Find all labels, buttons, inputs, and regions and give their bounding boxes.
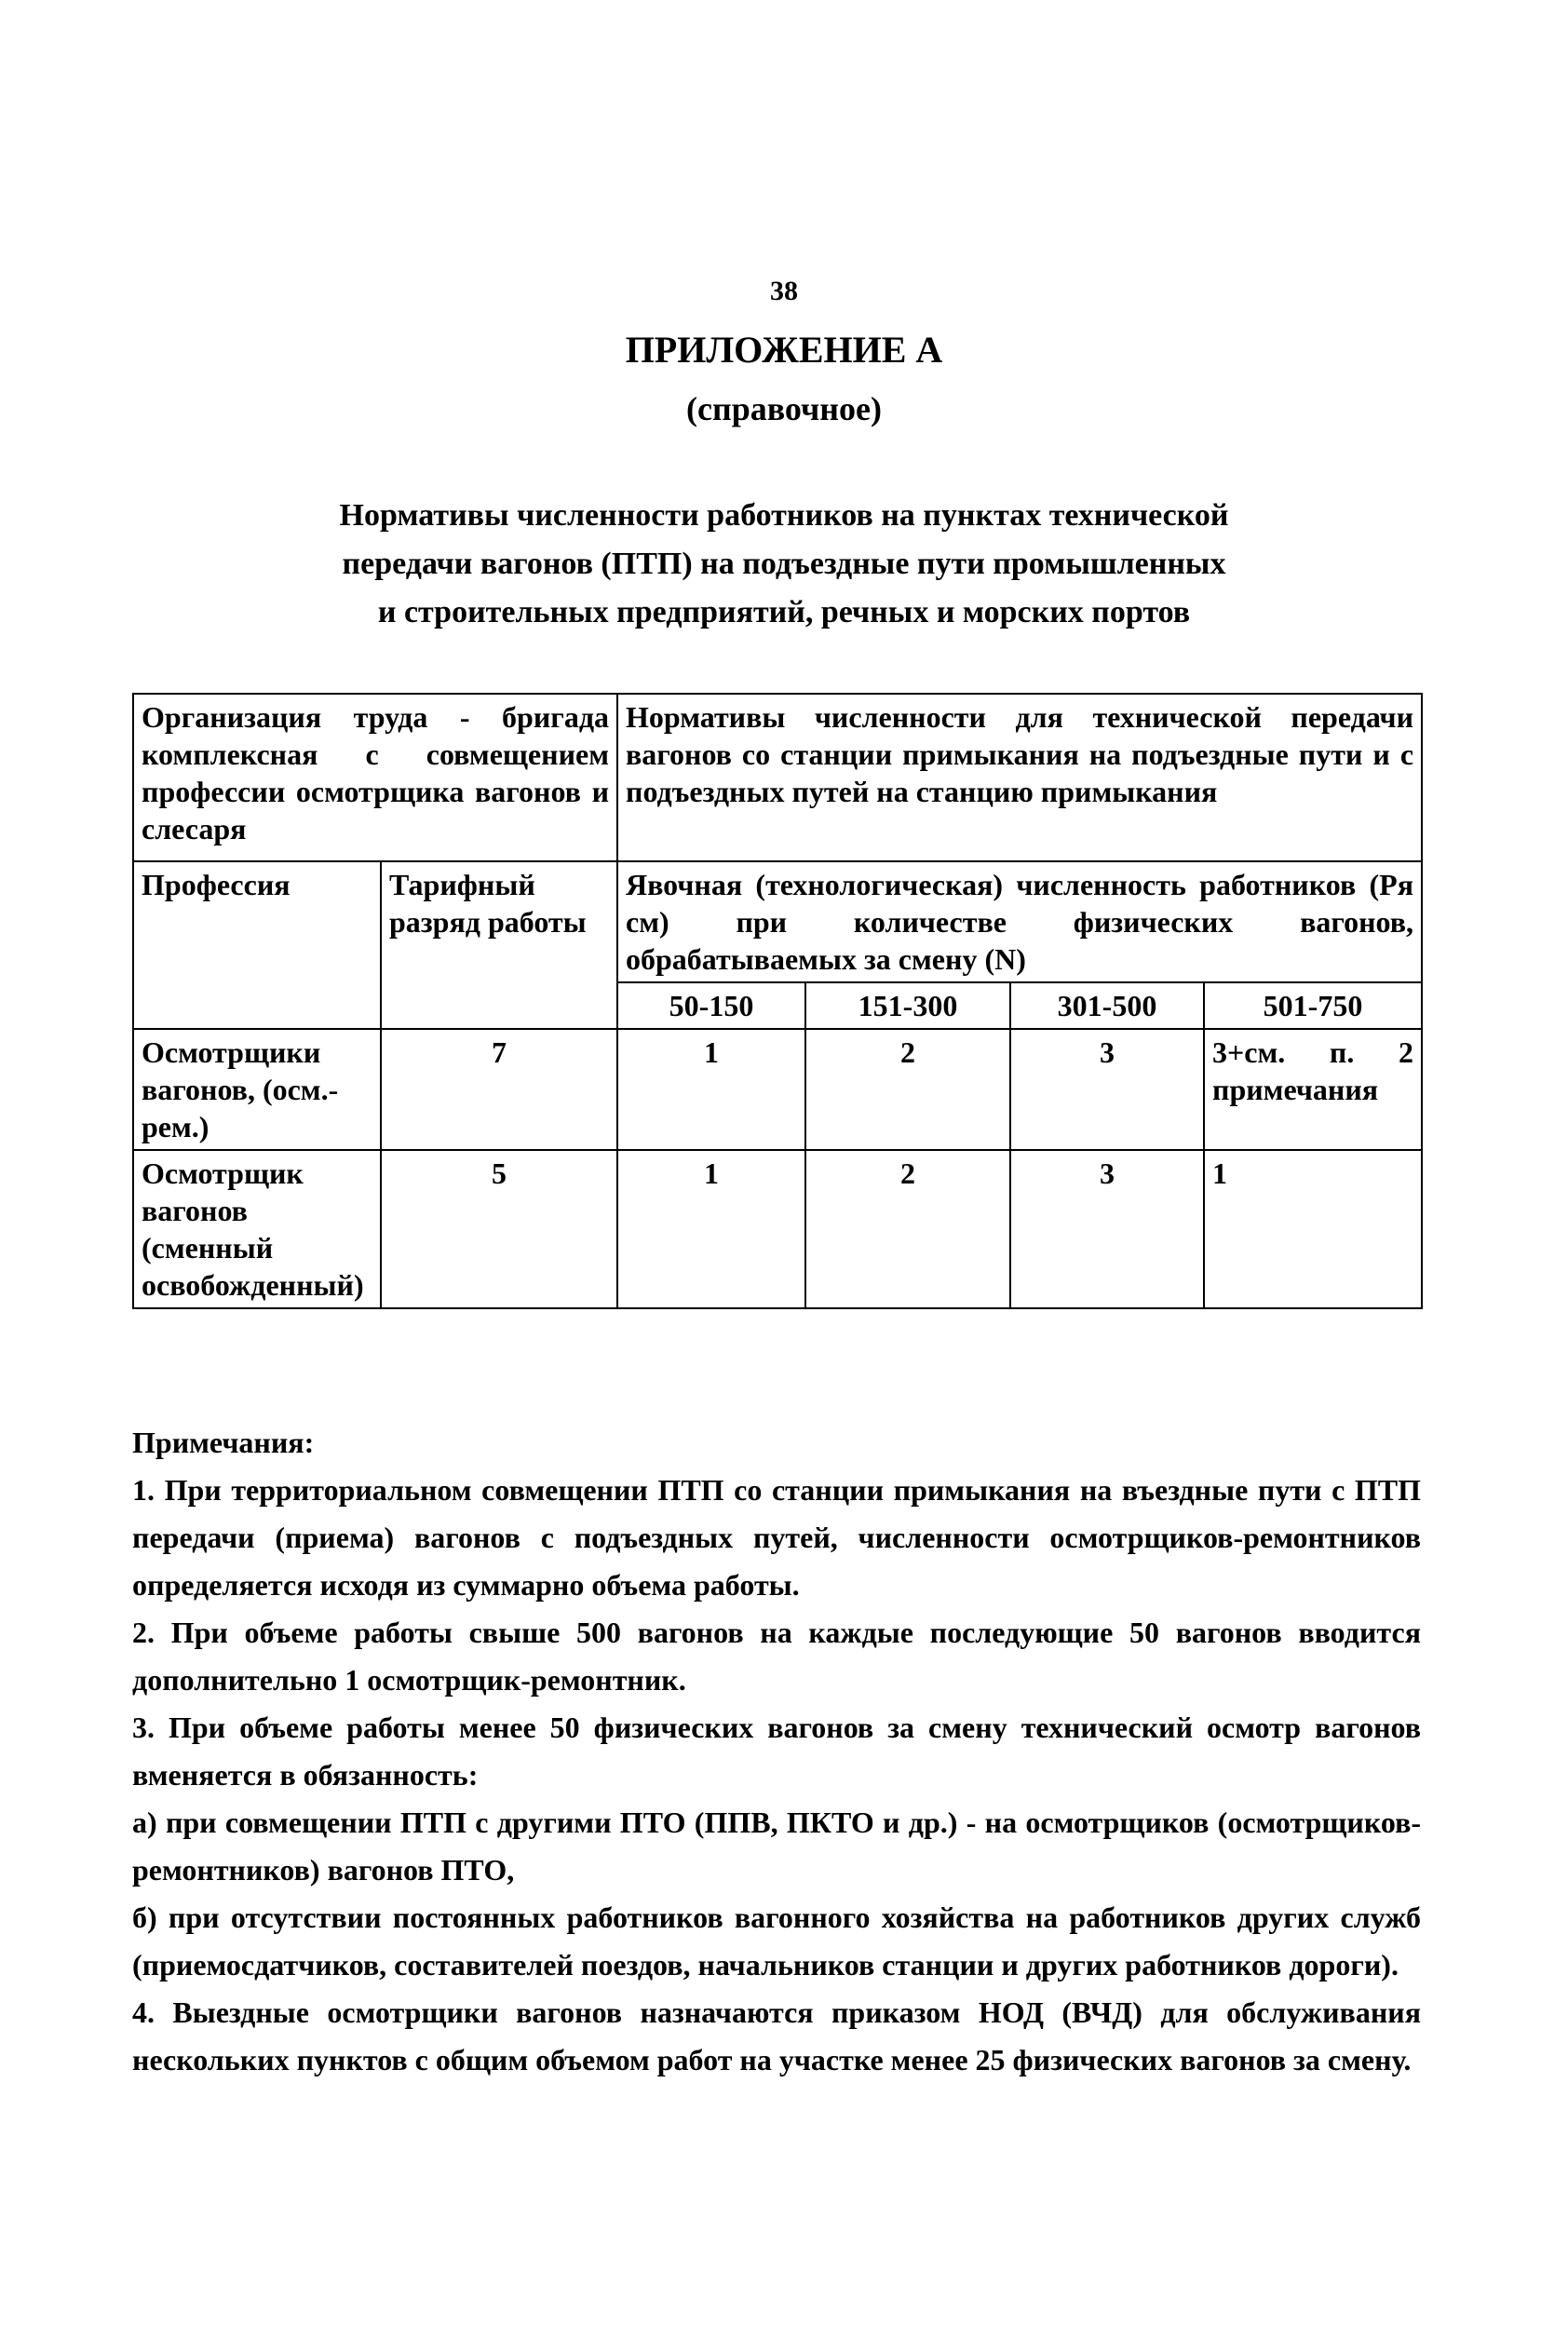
grade-cell: 5: [381, 1150, 617, 1308]
notes-title: Примечания:: [132, 1426, 315, 1459]
appendix-type: (справочное): [685, 390, 882, 427]
value-cell: 3+см. п. 2 примечания: [1204, 1029, 1422, 1150]
org-header-cell: Организация труда - бригада комплексная с совмещением профессии осмотрщика вагонов и слесаря: [133, 694, 617, 861]
note-item: 3. При объеме работы менее 50 физических вагонов за смену технический осмотр вагонов вменяется в обязанность:: [132, 1711, 1421, 1792]
heading-line: и строительных предприятий, речных и морских портов: [377, 595, 1191, 629]
note-item: б) при отсутствии постоянных работников вагонного хозяйства на работников других служб (приемосдатчиков, составителей поездов, начальников станции и других работников дороги).: [132, 1900, 1421, 1982]
profession-cell: Осмотрщик вагонов (сменный освобожденный): [133, 1150, 381, 1308]
norms-table: [132, 693, 1423, 1309]
table-subheader-row: [133, 861, 1422, 982]
range-cell: 501-750: [1204, 982, 1422, 1029]
value-cell: 3: [1010, 1029, 1204, 1150]
value-cell: 3: [1010, 1150, 1204, 1308]
table-row: [133, 1150, 1422, 1308]
value-cell: 1: [617, 1029, 805, 1150]
value-cell: 1: [617, 1150, 805, 1308]
document-heading: [233, 492, 1335, 637]
range-cell: 50-150: [617, 982, 805, 1029]
note-item: а) при совмещении ПТП с другими ПТО (ППВ, ПКТО и др.) - на осмотрщиков (осмотрщиков-ремонтников) вагонов ПТО,: [132, 1806, 1421, 1887]
range-cell: 151-300: [805, 982, 1010, 1029]
note-item: 2. При объеме работы свыше 500 вагонов на каждые последующие 50 вагонов вводится дополнительно 1 осмотрщик-ремонтник.: [132, 1616, 1421, 1697]
value-cell: 2: [805, 1029, 1010, 1150]
table-row: [133, 1029, 1422, 1150]
range-cell: 301-500: [1010, 982, 1204, 1029]
heading-line: передачи вагонов (ПТП) на подъездные пути промышленных: [342, 547, 1226, 581]
appendix-title: ПРИЛОЖЕНИЕ А: [625, 329, 943, 371]
col-profession-header: Профессия: [133, 861, 381, 1029]
col-grade-header: Тарифный разряд работы: [381, 861, 617, 1029]
note-item: 1. При территориальном совмещении ПТП со станции примыкания на въездные пути с ПТП передачи (приема) вагонов с подъездных путей, численности осмотрщиков-ремонтников определяется исходя из суммарно объема работы.: [132, 1473, 1421, 1602]
grade-cell: 7: [381, 1029, 617, 1150]
page-number: 38: [770, 276, 798, 306]
norms-header-cell: Нормативы численности для технической передачи вагонов со станции примыкания на подъездные пути и с подъездных путей на станцию примыкания: [617, 694, 1422, 861]
value-cell: 1: [1204, 1150, 1422, 1308]
value-cell: 2: [805, 1150, 1010, 1308]
notes-section: [132, 1419, 1421, 2084]
heading-line: Нормативы численности работников на пунктах технической: [339, 498, 1229, 533]
table-header-row: [133, 694, 1422, 861]
profession-cell: Осмотрщики вагонов, (осм.-рем.): [133, 1029, 381, 1150]
col-headcount-header: Явочная (технологическая) численность работников (Pя см) при количестве физических вагонов, обрабатываемых за смену (N): [617, 861, 1422, 982]
note-item: 4. Выездные осмотрщики вагонов назначаются приказом НОД (ВЧД) для обслуживания нескольких пунктов с общим объемом работ на участке менее 25 физических вагонов за смену.: [132, 1995, 1421, 2076]
